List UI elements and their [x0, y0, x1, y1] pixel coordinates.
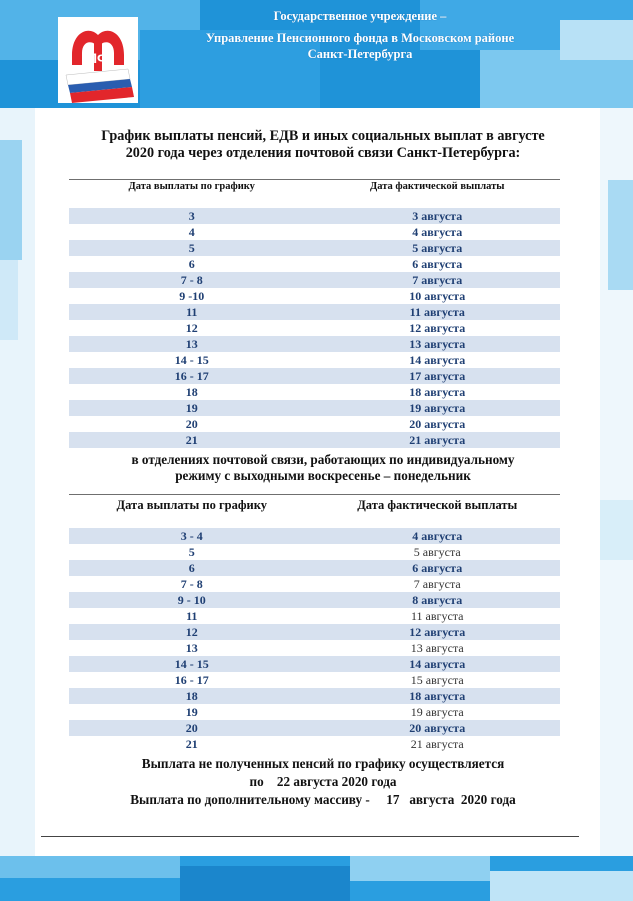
scheduled-date-cell: 21: [185, 737, 198, 751]
table-row: [69, 400, 560, 416]
table2-col-actual: Дата фактической выплаты: [357, 498, 518, 512]
org-line-2: Управление Пенсионного фонда в Московском районе: [205, 31, 515, 45]
scheduled-date-cell: 3: [69, 208, 315, 224]
table-row: [69, 208, 560, 224]
scheduled-date-cell: 20: [185, 417, 198, 431]
table-row: [69, 624, 560, 640]
actual-date-cell: 4 августа: [315, 528, 561, 544]
table-row: [69, 528, 560, 544]
scheduled-date-cell: 12: [185, 321, 198, 335]
table-row: [69, 224, 560, 240]
table-row: [69, 608, 560, 624]
table-row: [69, 336, 560, 352]
table-row: [69, 432, 560, 448]
actual-date-cell: 21 августа: [410, 737, 464, 751]
table-row: [69, 304, 560, 320]
scheduled-date-cell: 21: [69, 432, 315, 448]
org-line-3: Санкт-Петербурга: [307, 47, 413, 61]
table-row: [69, 736, 560, 752]
table-row: [69, 656, 560, 672]
scheduled-date-cell: 19: [185, 705, 198, 719]
scheduled-date-cell: 4: [188, 225, 195, 239]
scheduled-date-cell: 16 - 17: [174, 673, 209, 687]
scheduled-date-cell: 13: [185, 641, 198, 655]
actual-date-cell: 14 августа: [409, 353, 466, 367]
scheduled-date-cell: 16 - 17: [69, 368, 315, 384]
table1-col-actual: Дата фактической выплаты: [370, 181, 505, 192]
actual-date-cell: 10 августа: [409, 289, 466, 303]
actual-date-cell: 19 августа: [410, 705, 464, 719]
table-row: [69, 352, 560, 368]
scheduled-date-cell: 9 - 10: [69, 592, 315, 608]
table-row: [69, 368, 560, 384]
scheduled-date-cell: 11: [186, 609, 198, 623]
table2-col-scheduled: Дата выплаты по графику: [116, 498, 267, 512]
actual-date-cell: 15 августа: [410, 673, 464, 687]
pfr-emblem-icon: [58, 17, 138, 103]
table-row: [69, 416, 560, 432]
table-row: [69, 288, 560, 304]
actual-date-cell: 12 августа: [409, 321, 466, 335]
scheduled-date-cell: 20: [69, 720, 315, 736]
header-banner: [0, 0, 633, 108]
scheduled-date-cell: 7 - 8: [180, 577, 203, 591]
footer-line-1: Выплата не полученных пенсий по графику осуществляется: [141, 756, 505, 771]
individual-schedule-note: [60, 452, 586, 484]
scheduled-date-cell: 7 - 8: [69, 272, 315, 288]
table-row: [69, 320, 560, 336]
footer-notes: [60, 755, 586, 809]
actual-date-cell: 13 августа: [315, 336, 561, 352]
title-line-2: 2020 года через отделения почтовой связи Санкт-Петербурга:: [125, 145, 521, 161]
table-row: [69, 576, 560, 592]
organization-name: [160, 8, 560, 62]
scheduled-date-cell: 14 - 15: [69, 656, 315, 672]
schedule-table-main: [69, 180, 560, 448]
table-row: [69, 544, 560, 560]
scheduled-date-cell: 18: [69, 688, 315, 704]
actual-date-cell: 6 августа: [412, 257, 463, 271]
footer-line-2: по 22 августа 2020 года: [249, 774, 397, 789]
scheduled-date-cell: 9 -10: [179, 289, 205, 303]
table-row: [69, 240, 560, 256]
actual-date-cell: 20 августа: [315, 720, 561, 736]
actual-date-cell: 5 августа: [315, 240, 561, 256]
actual-date-cell: 7 августа: [413, 577, 461, 591]
scheduled-date-cell: 6: [188, 257, 195, 271]
actual-date-cell: 13 августа: [410, 641, 464, 655]
scheduled-date-cell: 13: [69, 336, 315, 352]
scheduled-date-cell: 19: [69, 400, 315, 416]
footer-line-3: Выплата по дополнительному массиву - 17 августа 2020 года: [130, 792, 516, 807]
actual-date-cell: 17 августа: [315, 368, 561, 384]
actual-date-cell: 3 августа: [315, 208, 561, 224]
scheduled-date-cell: 12: [69, 624, 315, 640]
note-line-2: режиму с выходными воскресенье – понедельник: [175, 468, 471, 483]
table-row: [69, 560, 560, 576]
table2-top-rule: [69, 494, 560, 495]
actual-date-cell: 18 августа: [315, 688, 561, 704]
scheduled-date-cell: 6: [69, 560, 315, 576]
actual-date-cell: 19 августа: [315, 400, 561, 416]
pfr-logo: [58, 17, 138, 103]
actual-date-cell: 7 августа: [315, 272, 561, 288]
table-row: [69, 272, 560, 288]
schedule-table-individual: [69, 496, 560, 752]
actual-date-cell: 18 августа: [409, 385, 466, 399]
table-row: [69, 672, 560, 688]
actual-date-cell: 11 августа: [315, 304, 561, 320]
footer-mosaic: [0, 856, 633, 901]
table-row: [69, 704, 560, 720]
actual-date-cell: 21 августа: [315, 432, 561, 448]
actual-date-cell: 20 августа: [409, 417, 466, 431]
bottom-divider: [41, 836, 579, 837]
actual-date-cell: 11 августа: [410, 609, 464, 623]
title-line-1: График выплаты пенсий, ЕДВ и иных социальных выплат в августе: [101, 128, 545, 144]
note-line-1: в отделениях почтовой связи, работающих по индивидуальному: [131, 452, 515, 467]
actual-date-cell: 12 августа: [315, 624, 561, 640]
page-title: [60, 128, 586, 162]
table1-col-scheduled: Дата выплаты по графику: [128, 181, 255, 192]
table-row: [69, 720, 560, 736]
scheduled-date-cell: 3 - 4: [69, 528, 315, 544]
table-row: [69, 256, 560, 272]
table-row: [69, 384, 560, 400]
actual-date-cell: 6 августа: [315, 560, 561, 576]
actual-date-cell: 4 августа: [412, 225, 463, 239]
table-row: [69, 640, 560, 656]
scheduled-date-cell: 18: [185, 385, 198, 399]
svg-text:ПФ: ПФ: [86, 50, 110, 66]
table-row: [69, 592, 560, 608]
org-line-1: Государственное учреждение –: [273, 9, 447, 23]
actual-date-cell: 8 августа: [315, 592, 561, 608]
table-row: [69, 688, 560, 704]
scheduled-date-cell: 11: [69, 304, 315, 320]
scheduled-date-cell: 14 - 15: [174, 353, 209, 367]
scheduled-date-cell: 5: [188, 545, 195, 559]
scheduled-date-cell: 5: [69, 240, 315, 256]
actual-date-cell: 14 августа: [315, 656, 561, 672]
actual-date-cell: 5 августа: [413, 545, 461, 559]
